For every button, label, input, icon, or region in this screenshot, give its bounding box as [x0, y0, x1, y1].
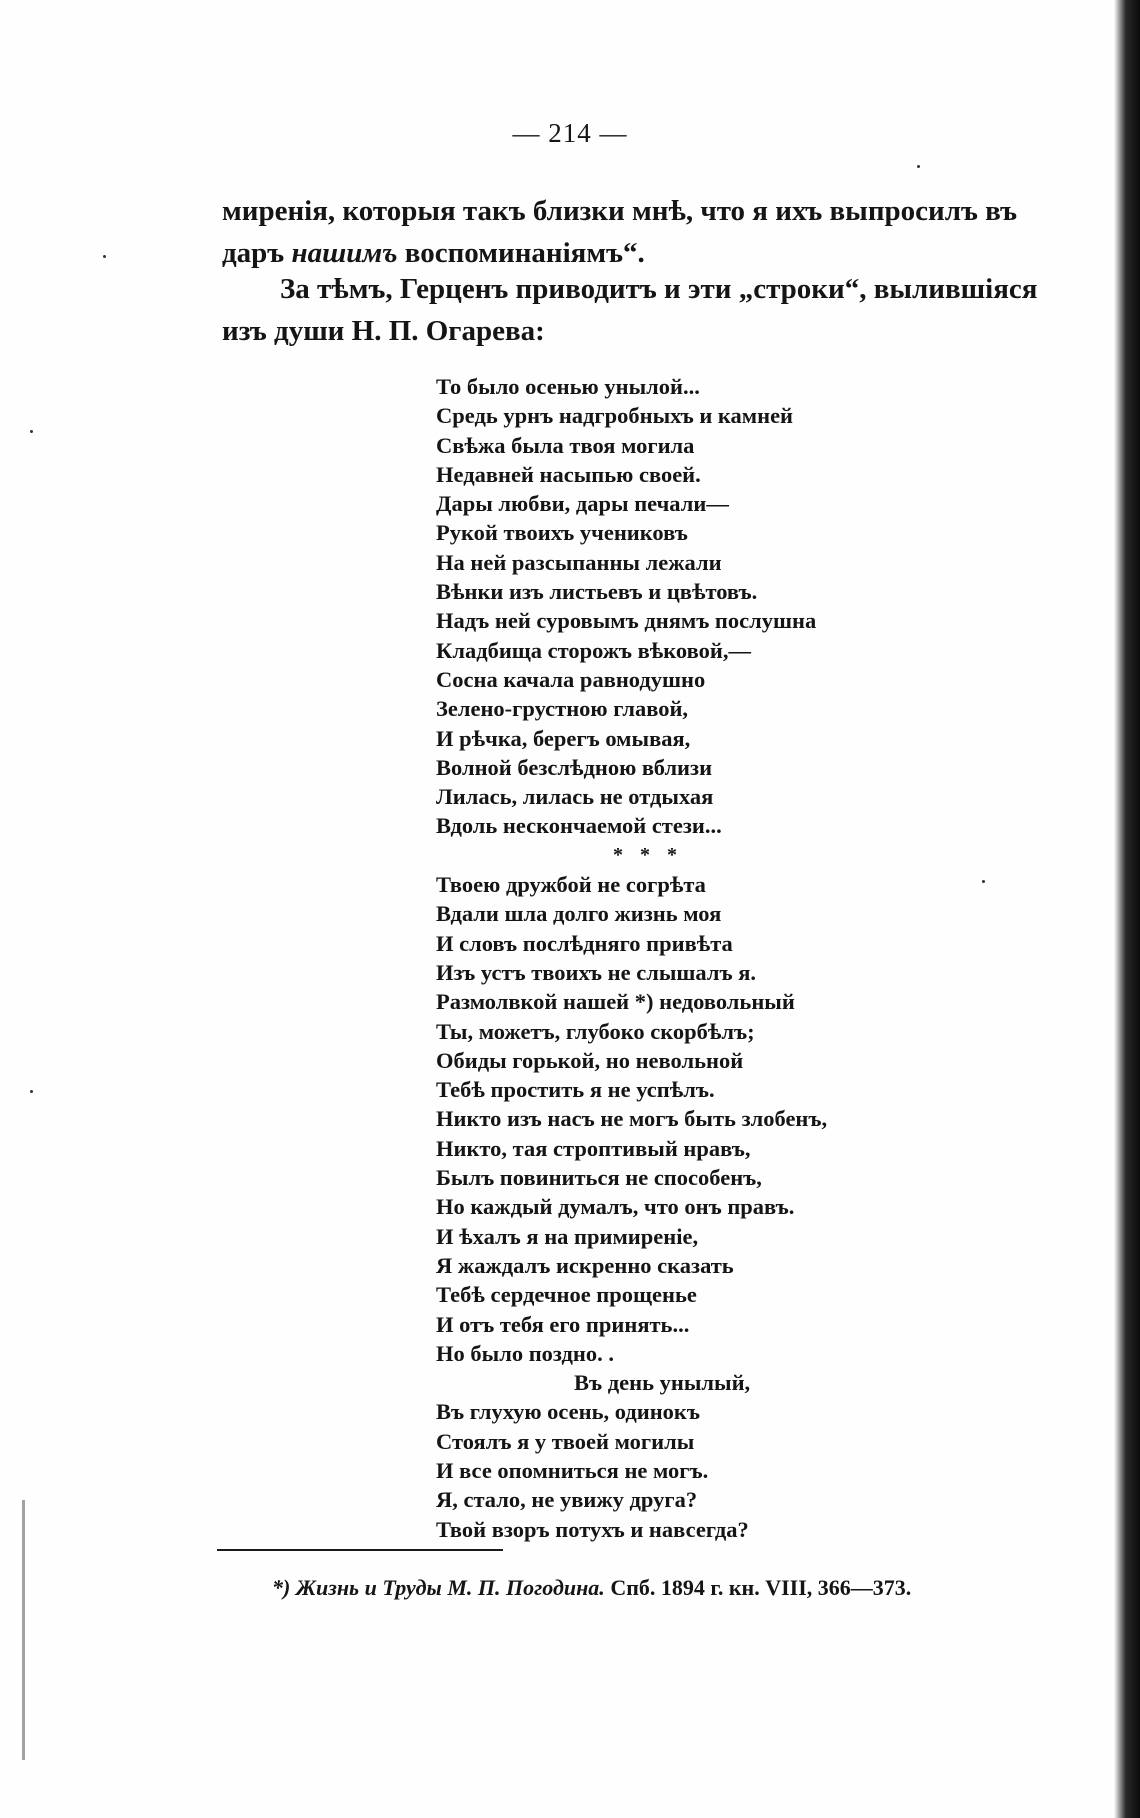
stanza-separator: * * *	[613, 843, 683, 866]
footnote	[272, 1575, 1052, 1601]
poem-line: Никто, тая строптивый нравъ,	[436, 1135, 751, 1161]
poem-line: И словъ послѣдняго привѣта	[436, 930, 733, 956]
footnote-rule	[217, 1549, 503, 1551]
page-number: — 214 —	[512, 118, 628, 148]
poem-line: Рукой твоихъ учениковъ	[436, 520, 688, 546]
print-speck	[103, 255, 106, 258]
poem-line: И отъ тебя его принять...	[436, 1311, 690, 1337]
emphasized-word: нашимъ	[291, 237, 398, 269]
print-speck	[30, 1090, 33, 1093]
print-speck	[30, 430, 33, 433]
poem-line: Тебѣ сердечное прощенье	[436, 1282, 697, 1308]
text-line: изъ души Н. П. Огарева:	[222, 315, 545, 347]
poem-line: Вѣнки изъ листьевъ и цвѣтовъ.	[436, 579, 758, 605]
poem-line: Средь урнъ надгробныхъ и камней	[436, 403, 794, 429]
text-line: миренія, которыя такъ близки мнѣ, что я ихъ выпросилъ въ	[222, 195, 1018, 227]
text-line: За тѣмъ, Герценъ приводитъ и эти „строки“, вылившіяся	[280, 273, 1038, 305]
poem-line: Вдоль нескончаемой стези...	[436, 813, 722, 839]
footnote-title: Жизнь и Труды М. П. Погодина.	[295, 1575, 605, 1600]
poem-line: И рѣчка, берегъ омывая,	[436, 725, 691, 751]
poem-line: Но было поздно. .	[436, 1340, 615, 1366]
page-margin-mark	[22, 1500, 25, 1760]
poem-line: Кладбища сторожъ вѣковой,—	[436, 637, 751, 663]
paragraph-intro	[222, 268, 1052, 352]
text-span: воспоминаніямъ“.	[397, 237, 645, 269]
poem-line: Ты, можетъ, глубоко скорбѣлъ;	[436, 1018, 755, 1044]
poem-line: Былъ повиниться не способенъ,	[436, 1165, 762, 1191]
poem-line: Въ глухую осень, одинокъ	[436, 1399, 701, 1425]
poem-line: Изъ устъ твоихъ не слышалъ я.	[436, 959, 756, 985]
poem-stanza-2	[436, 870, 1016, 1368]
poem-line: Твоею дружбой не согрѣта	[436, 872, 706, 898]
print-speck	[917, 165, 920, 168]
text-span: даръ	[222, 237, 292, 269]
poem-line: То было осенью унылой...	[436, 374, 700, 399]
poem-line: Сосна качала равнодушно	[436, 666, 706, 692]
poem-line: И все опомниться не могъ.	[436, 1457, 709, 1483]
poem	[436, 372, 1016, 1544]
poem-line: Стоялъ я у твоей могилы	[436, 1428, 695, 1454]
poem-line: Твой взоръ потухъ и навсегда?	[436, 1516, 749, 1542]
poem-line: Волной безслѣдною вблизи	[436, 754, 713, 780]
poem-line: Тебѣ простить я не успѣлъ.	[436, 1077, 715, 1103]
footnote-marker: *)	[272, 1575, 296, 1600]
poem-line: Обиды горькой, но невольной	[436, 1047, 744, 1073]
paragraph-continuation	[222, 190, 1052, 274]
poem-line: Зелено-грустною главой,	[436, 696, 689, 722]
poem-line: И ѣхалъ я на примиреніе,	[436, 1223, 699, 1249]
footnote-citation: Спб. 1894 г. кн. VIII, 366—373.	[604, 1575, 912, 1600]
poem-line: Вдали шла долго жизнь моя	[436, 901, 722, 927]
poem-line: Размолвкой нашей *) недовольный	[436, 989, 795, 1015]
poem-line: Но каждый думалъ, что онъ правъ.	[436, 1194, 795, 1220]
poem-line: Никто изъ насъ не могъ быть злобенъ,	[436, 1106, 828, 1132]
page-edge-shadow	[1114, 0, 1140, 1818]
poem-stanza-1	[436, 372, 1016, 841]
poem-line: Свѣжа была твоя могила	[436, 432, 695, 458]
poem-line: Лилась, лилась не отдыхая	[436, 784, 714, 810]
poem-line: Надъ ней суровымъ днямъ послушна	[436, 608, 817, 634]
poem-stanza-3	[436, 1397, 1016, 1543]
poem-line: На ней разсыпанны лежали	[436, 549, 722, 575]
poem-line: Я, стало, не увижу друга?	[436, 1487, 698, 1513]
poem-line: Недавней насыпью своей.	[436, 461, 701, 487]
poem-line-indented: Въ день унылый,	[574, 1370, 751, 1396]
poem-line: Дары любви, дары печали—	[436, 491, 729, 517]
poem-line: Я жаждалъ искренно сказать	[436, 1252, 734, 1278]
